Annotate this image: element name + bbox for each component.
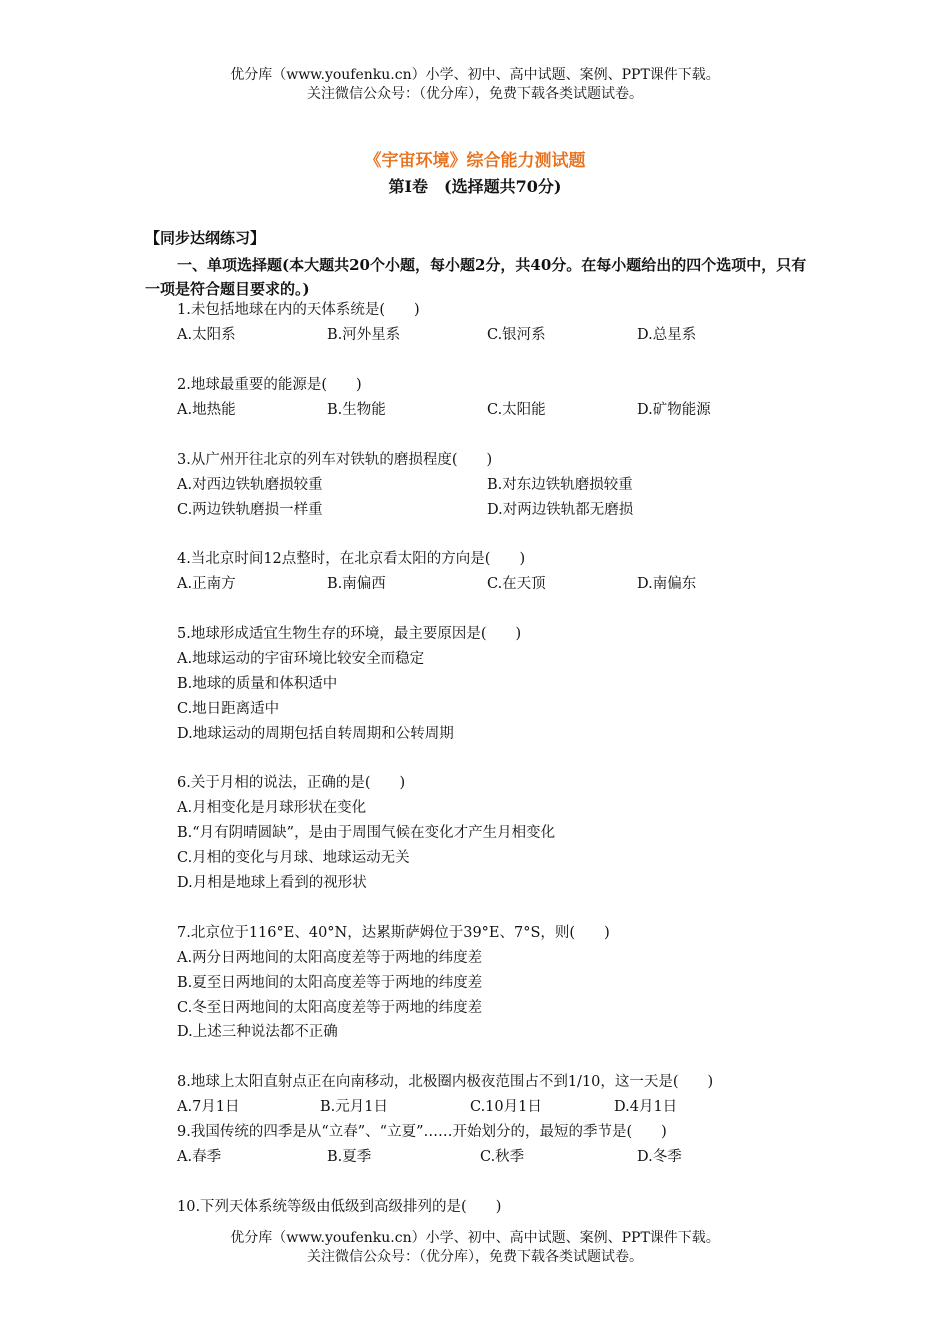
question-stem: 10.下列天体系统等级由低级到高级排列的是( ) (177, 1199, 502, 1215)
option: C.秋季 (480, 1149, 525, 1165)
option: B.地球的质量和体积适中 (177, 676, 338, 692)
option: C.银河系 (487, 327, 546, 343)
option: C.月相的变化与月球、地球运动无关 (177, 850, 410, 866)
option: B.“月有阴晴圆缺”，是由于周围气候在变化才产生月相变化 (177, 825, 556, 841)
option: A.太阳系 (177, 327, 236, 343)
question-stem: 3.从广州开往北京的列车对铁轨的磨损程度( ) (177, 452, 493, 468)
question-stem: 8.地球上太阳直射点正在向南移动，北极圈内极夜范围占不到1/10，这一天是( ) (177, 1074, 714, 1090)
option: C.太阳能 (487, 402, 546, 418)
page-footer (0, 1229, 950, 1267)
option: D.4月1日 (614, 1099, 678, 1115)
option: D.南偏东 (637, 576, 697, 592)
header-line-2: 关注微信公众号：（优分库），免费下载各类试题试卷。 (307, 86, 643, 102)
question-stem: 5.地球形成适宜生物生存的环境，最主要原因是( ) (177, 626, 522, 642)
header-line-1: 优分库（www.youfenku.cn）小学、初中、高中试题、案例、PPT课件下载。 (230, 67, 720, 83)
question-stem: 6.关于月相的说法，正确的是( ) (177, 775, 406, 791)
option: C.冬至日两地间的太阳高度差等于两地的纬度差 (177, 1000, 483, 1016)
option: A.春季 (177, 1149, 222, 1165)
question-stem: 4.当北京时间12点整时，在北京看太阳的方向是( ) (177, 551, 526, 567)
option: B.对东边铁轨磨损较重 (487, 477, 633, 493)
option: D.冬季 (637, 1149, 682, 1165)
option: A.正南方 (177, 576, 236, 592)
option: A.对西边铁轨磨损较重 (177, 477, 323, 493)
question-stem: 7.北京位于116°E、40°N，达累斯萨姆位于39°E、7°S，则( ) (177, 925, 610, 941)
option: B.元月1日 (320, 1099, 388, 1115)
option: B.夏季 (327, 1149, 372, 1165)
section-heading: 【同步达纲练习】 (145, 229, 266, 247)
option: D.矿物能源 (637, 402, 711, 418)
option: A.月相变化是月球形状在变化 (177, 800, 367, 816)
option: C.两边铁轨磨损一样重 (177, 502, 323, 518)
question-stem: 2.地球最重要的能源是( ) (177, 377, 362, 393)
option: C.在天顶 (487, 576, 546, 592)
instructions: 一、单项选择题(本大题共20个小题，每小题2分，共40分。在每小题给出的四个选项中，只有一项是符合题目要求的。) (145, 256, 807, 298)
option: A.地热能 (177, 402, 236, 418)
option: D.月相是地球上看到的视形状 (177, 875, 367, 891)
option: D.上述三种说法都不正确 (177, 1024, 338, 1040)
option: D.地球运动的周期包括自转周期和公转周期 (177, 726, 454, 742)
option: C.地日距离适中 (177, 701, 280, 717)
option: B.夏至日两地间的太阳高度差等于两地的纬度差 (177, 975, 483, 991)
question-stem: 9.我国传统的四季是从“立春”、“立夏”……开始划分的，最短的季节是( ) (177, 1124, 667, 1140)
option: A.地球运动的宇宙环境比较安全而稳定 (177, 651, 425, 667)
option: D.对两边铁轨都无磨损 (487, 502, 634, 518)
footer-line-1: 优分库（www.youfenku.cn）小学、初中、高中试题、案例、PPT课件下载。 (230, 1230, 720, 1246)
option: B.生物能 (327, 402, 386, 418)
option: C.10月1日 (470, 1099, 542, 1115)
page-title: 《宇宙环境》综合能力测试题 (364, 151, 586, 171)
page-subtitle: 第Ⅰ卷 (选择题共70分) (388, 177, 562, 196)
option: A.7月1日 (177, 1099, 240, 1115)
footer-line-2: 关注微信公众号：（优分库），免费下载各类试题试卷。 (307, 1249, 643, 1265)
option: B.南偏西 (327, 576, 386, 592)
option: B.河外星系 (327, 327, 401, 343)
question-stem: 1.未包括地球在内的天体系统是( ) (177, 302, 420, 318)
page-header (0, 66, 950, 104)
option: D.总星系 (637, 327, 697, 343)
option: A.两分日两地间的太阳高度差等于两地的纬度差 (177, 950, 483, 966)
